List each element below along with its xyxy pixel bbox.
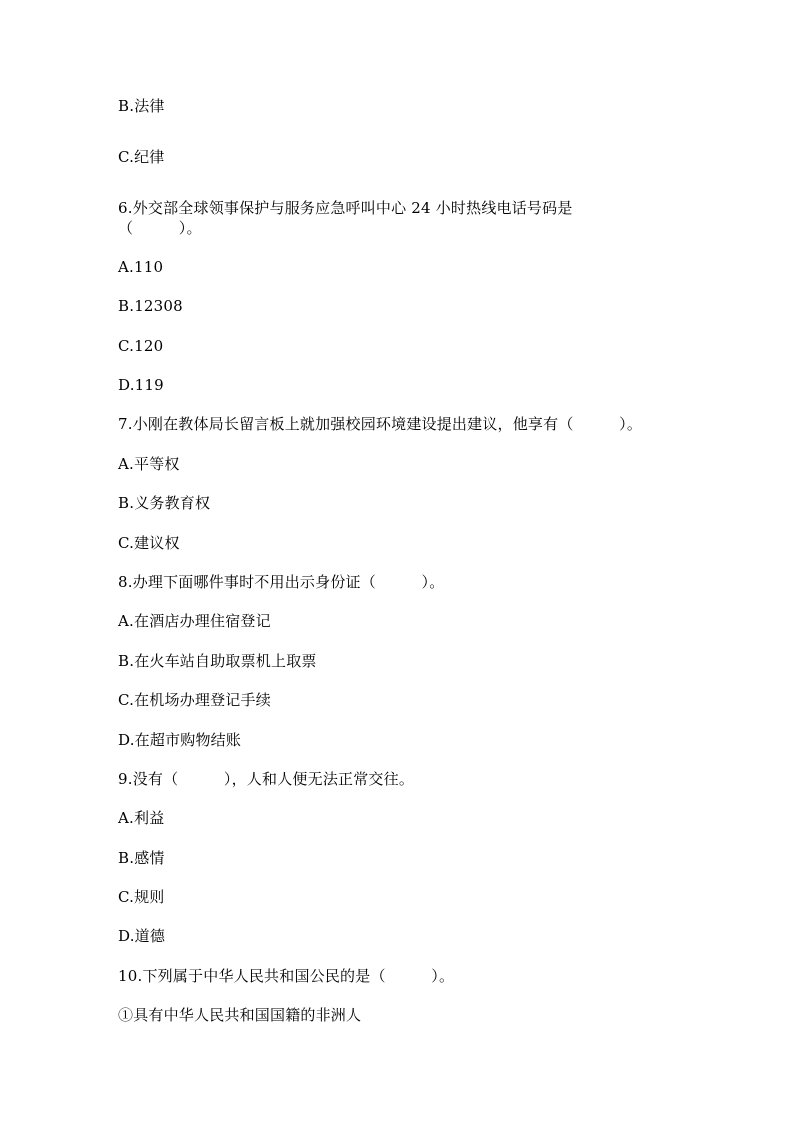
- question-9-option-b: B.感情: [118, 849, 165, 867]
- question-8-option-a: A.在酒店办理住宿登记: [118, 612, 271, 630]
- question-7-option-c: C.建议权: [118, 534, 180, 552]
- question-6-option-c: C.120: [118, 337, 164, 355]
- option-c-discipline: C.纪律: [118, 148, 165, 166]
- question-7-option-a: A.平等权: [118, 455, 180, 473]
- question-8-option-b: B.在火车站自助取票机上取票: [118, 652, 317, 670]
- option-b-law: B.法律: [118, 97, 165, 115]
- question-6-option-a: A.110: [118, 258, 164, 276]
- question-10-statement-1: ①具有中华人民共和国国籍的非洲人: [118, 1006, 362, 1024]
- question-10-text: 10.下列属于中华人民共和国公民的是（ ）。: [118, 967, 455, 985]
- question-6-blank: （ ）。: [118, 219, 202, 237]
- question-6-option-b: B.12308: [118, 297, 183, 315]
- question-9-text: 9.没有（ ），人和人便无法正常交往。: [118, 770, 415, 788]
- question-9-option-a: A.利益: [118, 809, 165, 827]
- question-8-option-c: C.在机场办理登记手续: [118, 691, 271, 709]
- question-7-option-b: B.义务教育权: [118, 494, 211, 512]
- question-6-text: 6.外交部全球领事保护与服务应急呼叫中心 24 小时热线电话号码是: [118, 199, 573, 217]
- question-8-text: 8.办理下面哪件事时不用出示身份证（ ）。: [118, 573, 445, 591]
- question-7-text: 7.小刚在教体局长留言板上就加强校园环境建设提出建议，他享有（ ）。: [118, 415, 643, 433]
- question-6-option-d: D.119: [118, 376, 164, 394]
- question-9-option-c: C.规则: [118, 888, 165, 906]
- question-9-option-d: D.道德: [118, 927, 166, 945]
- question-8-option-d: D.在超市购物结账: [118, 731, 242, 749]
